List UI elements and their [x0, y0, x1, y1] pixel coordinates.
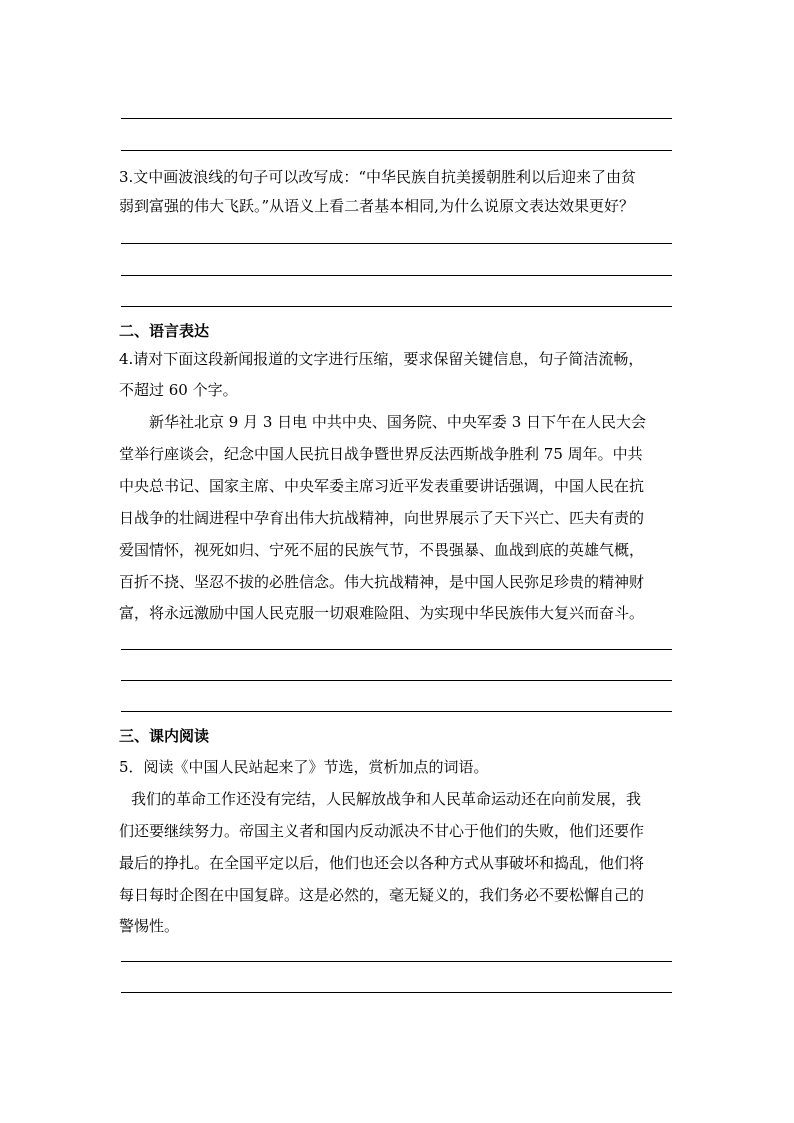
- reading-passage-line-2: 们还要继续努力。帝国主义者和国内反动派决不甘心于他们的失败，他们还要作: [119, 822, 645, 840]
- question-3-line-1: 3.文中画波浪线的句子可以改写成：“中华民族自抗美援朝胜利以后迎来了由贫: [119, 168, 636, 186]
- answer-line[interactable]: [121, 243, 672, 244]
- answer-line[interactable]: [121, 649, 672, 650]
- reading-passage-line-3: 最后的挣扎。在全国平定以后，他们也还会以各种方式从事破坏和捣乱，他们将: [119, 854, 645, 872]
- news-passage-line-5: 爱国情怀，视死如归、宁死不屈的民族气节，不畏强暴、血战到底的英雄气概，: [119, 541, 645, 559]
- news-passage-line-2: 堂举行座谈会，纪念中国人民抗日战争暨世界反法西斯战争胜利 75 周年。中共: [119, 445, 643, 463]
- question-4-line-1: 4.请对下面这段新闻报道的文字进行压缩，要求保留关键信息，句子简洁流畅，: [119, 350, 644, 368]
- reading-passage-line-4: 每日每时企图在中国复辟。这是必然的，毫无疑义的，我们务必不要松懈自己的: [119, 886, 645, 904]
- news-passage-line-1: 新华社北京 9 月 3 日电 中共中央、国务院、中央军委 3 日下午在人民大会: [149, 413, 647, 431]
- answer-line[interactable]: [121, 306, 672, 307]
- reading-passage-line-1: 我们的革命工作还没有完结，人民解放战争和人民革命运动还在向前发展，我: [131, 790, 642, 808]
- question-3-line-2: 弱到富强的伟大飞跃。”从语义上看二者基本相同,为什么说原文表达效果更好？: [119, 197, 634, 215]
- question-4-line-2: 不超过 60 个字。: [119, 381, 238, 399]
- answer-line[interactable]: [121, 992, 672, 993]
- question-5-prompt: 5．阅读《中国人民站起来了》节选，赏析加点的词语。: [119, 758, 489, 776]
- answer-line[interactable]: [121, 118, 672, 119]
- answer-line[interactable]: [121, 711, 672, 712]
- news-passage-line-7: 富，将永远激励中国人民克服一切艰难险阻、为实现中华民族伟大复兴而奋斗。: [119, 604, 645, 622]
- section-3-heading: 三、课内阅读: [119, 727, 210, 745]
- reading-passage-line-5: 警惕性。: [119, 917, 180, 935]
- answer-line[interactable]: [121, 680, 672, 681]
- news-passage-line-4: 日战争的壮阔进程中孕育出伟大抗战精神，向世界展示了天下兴亡、匹夫有责的: [119, 509, 645, 527]
- answer-line[interactable]: [121, 275, 672, 276]
- answer-line[interactable]: [121, 961, 672, 962]
- news-passage-line-3: 中央总书记、国家主席、中央军委主席习近平发表重要讲话强调，中国人民在抗: [119, 477, 645, 495]
- news-passage-line-6: 百折不挠、坚忍不拔的必胜信念。伟大抗战精神，是中国人民弥足珍贵的精神财: [119, 573, 645, 591]
- section-2-heading: 二、语言表达: [119, 322, 210, 340]
- answer-line[interactable]: [121, 150, 672, 151]
